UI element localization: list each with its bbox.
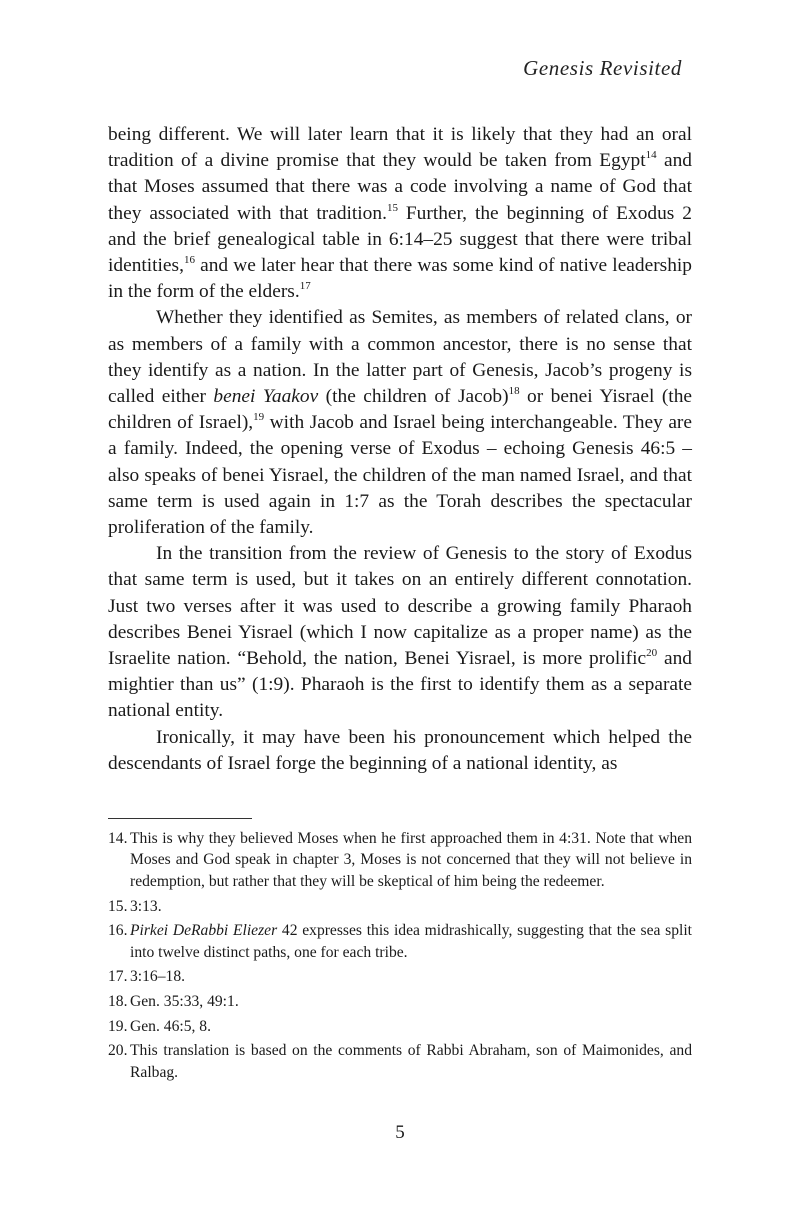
footnote-reference[interactable]: 14 <box>645 149 657 162</box>
footnote-text: Gen. 35:33, 49:1. <box>130 993 239 1011</box>
footnote-number: 17. <box>108 968 128 986</box>
footnote-reference[interactable]: 20 <box>646 647 658 660</box>
footnote <box>108 991 692 1012</box>
footnote-number: 15. <box>108 897 128 915</box>
footnote <box>108 920 692 963</box>
paragraph: Whether they identified as Semites, as members of related clans, or as members of a family with a common ancestor, there is no sense that they identify as a nation. In the latter part of Genesis, Jacob’s progeny is called either benei Yaakov (the children of Jacob)$^{18}$ or benei Yisrael (the children of Israel),$^{19}$ with Jacob and Israel being interchangeable. They are a family. Indeed, the opening verse of Exodus – echoing Genesis 46:5 – also speaks of benei Yisrael, the children of the man named Israel, and that same term is used again in 1:7 as the Torah describes the spectacular proliferation of the family. <box>108 307 692 539</box>
footnote-reference[interactable]: 19 <box>253 411 265 424</box>
footnote-number: 20. <box>108 1042 128 1060</box>
footnote-text: 3:13. <box>130 897 162 915</box>
footnote <box>108 828 692 892</box>
paragraph: Ironically, it may have been his pronouncement which helped the descendants of Israel forge the beginning of a national identity, as <box>108 726 692 774</box>
footnote-number: 19. <box>108 1017 128 1035</box>
page-number: 5 <box>395 1122 405 1143</box>
footnote-text: This translation is based on the comments of Rabbi Abraham, son of Maimonides, and Ralbag. <box>130 1042 692 1081</box>
footnote-divider <box>108 818 252 819</box>
footnote-number: 16. <box>108 922 128 940</box>
paragraph: In the transition from the review of Genesis to the story of Exodus that same term is used, but it takes on an entirely different connotation. Just two verses after it was used to describe a growing family Pharaoh describes Benei Yisrael (which I now capitalize as a proper name) as the Israelite nation. “Behold, the nation, Benei Yisrael, is more prolific$^{20}$ and mightier than us” (1:9). Pharaoh is the first to identify them as a separate national entity. <box>108 543 692 722</box>
footnote-text: Gen. 46:5, 8. <box>130 1017 211 1035</box>
footnote-reference[interactable]: 15 <box>386 201 398 214</box>
footnote-reference[interactable]: 16 <box>183 254 195 267</box>
running-head: Genesis Revisited <box>523 56 682 80</box>
footnote-reference[interactable]: 18 <box>508 385 520 398</box>
paragraph: being different. We will later learn that it is likely that they had an oral tradition of a divine promise that they would be taken from Egypt$^{14}$ and that Moses assumed that there was a code involving a name of God that they associated with that tradition.$^{15}$ Further, the beginning of Exodus 2 and the brief genealogical table in 6:14–25 suggest that there were tribal identities,$^{16}$ and we later hear that there was some kind of native leadership in the form of the elders.$^{17}$ <box>108 124 692 303</box>
footnote <box>108 966 692 987</box>
italic-term: benei Yaakov <box>213 386 319 408</box>
footnote-text: Pirkei DeRabbi Eliezer 42 expresses this idea midrashically, suggesting that the sea split into twelve distinct paths, one for each tribe. <box>130 922 693 961</box>
italic-term: Pirkei DeRabbi Eliezer <box>130 922 278 940</box>
footnote <box>108 1040 692 1083</box>
footnote-text: This is why they believed Moses when he first approached them in 4:31. Note that when Moses and God speak in chapter 3, Moses is not concerned that they will not believe in redemption, but rather that they will be skeptical of him being the redeemer. <box>130 830 692 890</box>
footnote-reference[interactable]: 17 <box>299 280 311 293</box>
footnote <box>108 896 692 917</box>
footnotes <box>108 828 692 1087</box>
footnote-text: 3:16–18. <box>130 968 186 986</box>
footnote <box>108 1016 692 1037</box>
footnote-number: 18. <box>108 993 128 1011</box>
body-text <box>108 122 692 777</box>
footnote-number: 14. <box>108 830 128 847</box>
